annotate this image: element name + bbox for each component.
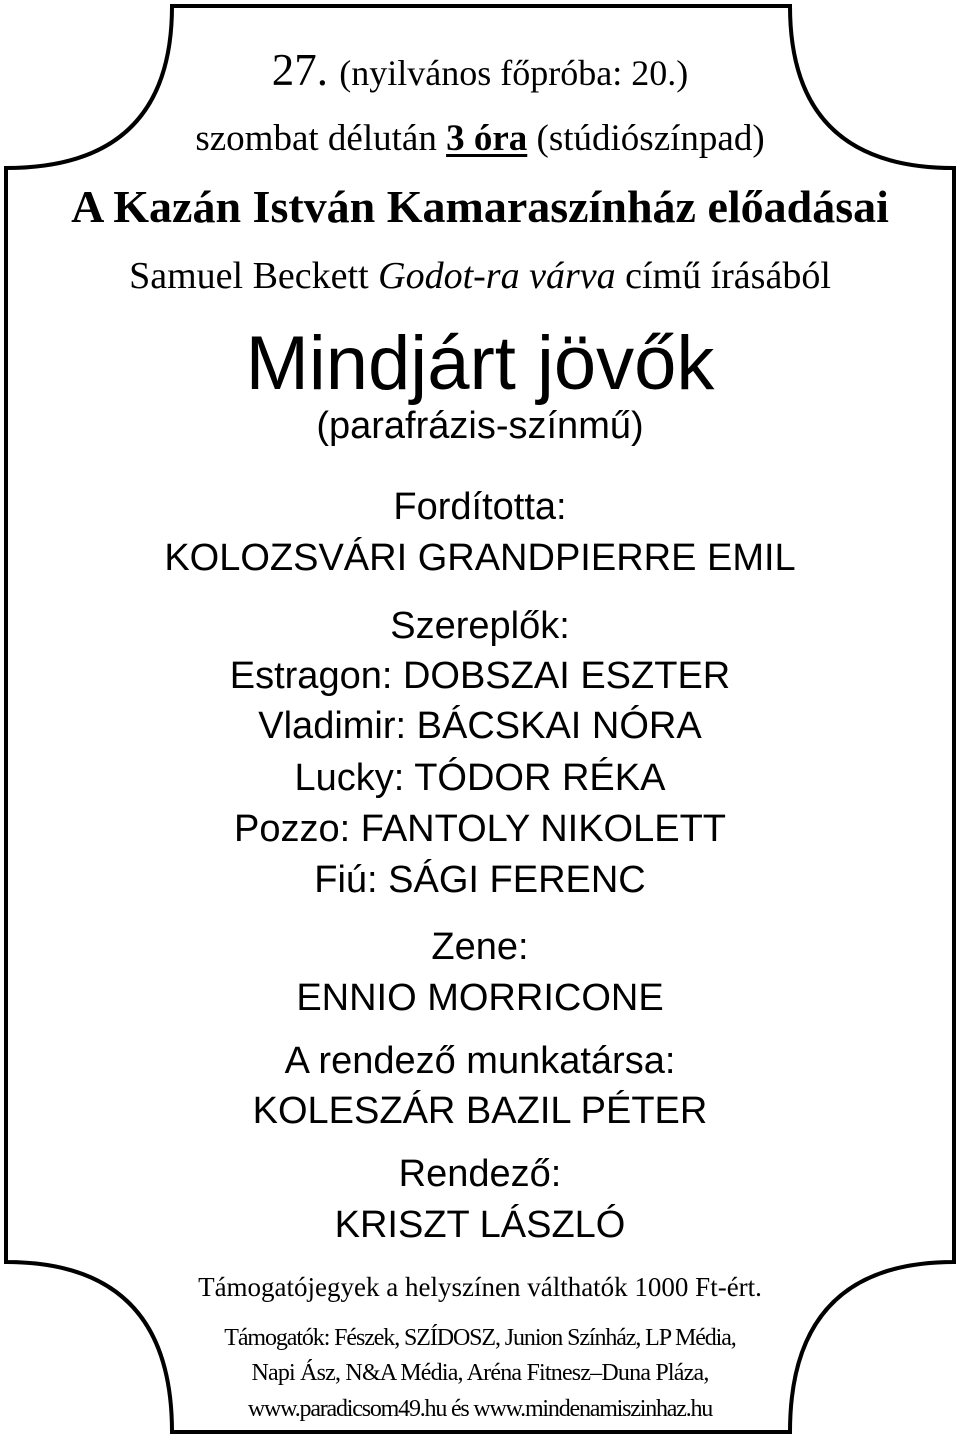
cast-member: Fiú: SÁGI FERENC [314, 859, 646, 901]
tickets-note: Támogatójegyek a helyszínen válthatók 1000 Ft-ért. [198, 1272, 762, 1302]
preview-note: (nyilvános főpróba: 20.) [339, 53, 689, 93]
sponsors-line: Támogatók: Fészek, SZÍDOSZ, Junion Színház, LP Média, [224, 1325, 736, 1351]
cast-member: Pozzo: FANTOLY NIKOLETT [233, 808, 727, 850]
music-label: Zene: [431, 926, 529, 968]
play-title: Mindjárt jövők [245, 321, 715, 406]
source-suffix: című írásából [625, 255, 831, 297]
source-author: Samuel Beckett [129, 255, 369, 297]
cast-label: Szereplők: [390, 605, 570, 647]
time-prefix: szombat délután [195, 118, 437, 159]
date-line [0, 45, 960, 95]
translator-label: Fordította: [393, 486, 567, 528]
assistant-label: A rendező munkatársa: [284, 1040, 676, 1082]
venue: (stúdiószínpad) [536, 118, 765, 159]
source-work: Godot-ra várva [378, 255, 616, 297]
date-day: 27. [271, 45, 329, 95]
sponsors-line: Napi Ász, N&A Média, Aréna Fitnesz–Duna Pláza, [251, 1360, 709, 1386]
cast-member: Vladimir: BÁCSKAI NÓRA [258, 705, 702, 747]
source-line [0, 257, 960, 295]
assistant-name: KOLESZÁR BAZIL PÉTER [252, 1090, 708, 1132]
translator-name: KOLOZSVÁRI GRANDPIERRE EMIL [164, 537, 796, 579]
director-name: KRISZT LÁSZLÓ [334, 1204, 626, 1246]
company-title: A Kazán István Kamaraszínház előadásai [71, 181, 889, 232]
time-value: 3 óra [446, 118, 528, 159]
play-subtitle: (parafrázis-színmű) [316, 405, 644, 447]
time-line [0, 120, 960, 157]
cast-member: Estragon: DOBSZAI ESZTER [229, 655, 731, 697]
music-name: ENNIO MORRICONE [296, 977, 664, 1019]
sponsors-line: www.paradicsom49.hu és www.mindenamiszinhaz.hu [247, 1396, 713, 1422]
director-label: Rendező: [398, 1153, 562, 1195]
cast-member: Lucky: TÓDOR RÉKA [294, 757, 666, 799]
